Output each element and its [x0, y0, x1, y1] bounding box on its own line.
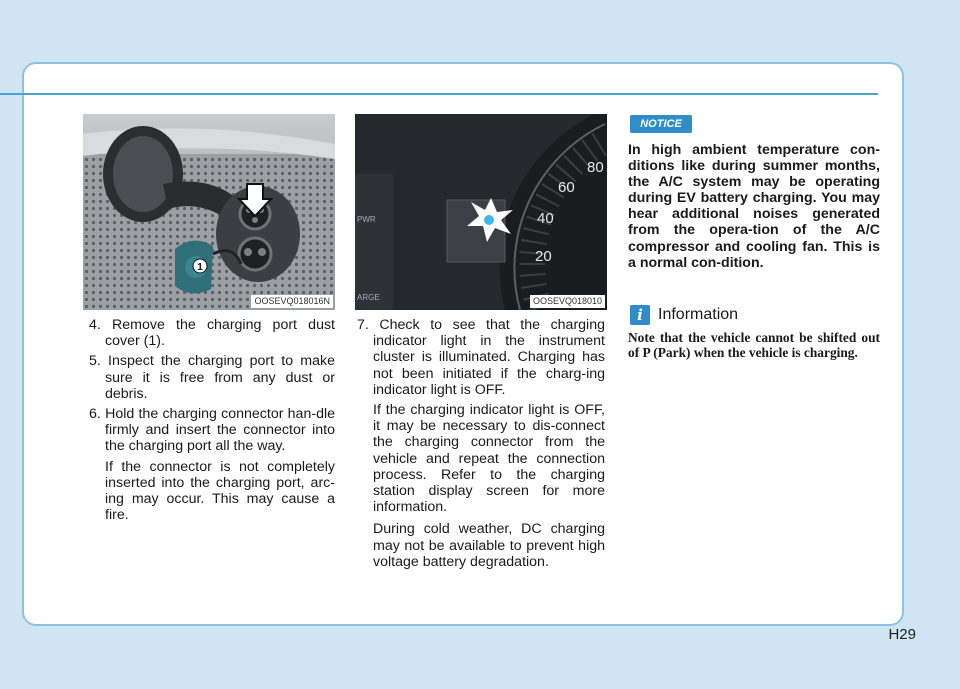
- callout-number-1: 1: [197, 262, 203, 273]
- charging-indicator-light: [484, 215, 494, 225]
- information-title: Information: [658, 306, 739, 323]
- figure-caption: OOSEVQ018016N: [251, 295, 333, 308]
- information-heading: [630, 305, 738, 325]
- info-icon: i: [630, 305, 650, 325]
- instrument-cluster-photo: [355, 114, 607, 310]
- gauge-tick-80: 80: [587, 159, 604, 176]
- gauge-tick-40: 40: [537, 210, 554, 227]
- cold-weather-paragraph: During cold weather, DC charging may not be available to prevent high voltage battery degradation.: [373, 521, 605, 570]
- charging-port-photo: [83, 114, 335, 310]
- instrument-cluster-illustration: [355, 114, 607, 310]
- indicator-off-paragraph: If the charging indicator light is OFF, it may be necessary to dis-connect the charging connector from the vehicle and repeat the connection process. Refer to the charging station display screen for more information.: [373, 402, 605, 516]
- figure-caption: OOSEVQ018010: [530, 295, 605, 308]
- top-rule: [0, 93, 878, 95]
- notice-badge: NOTICE: [630, 115, 692, 133]
- connector-warning-note: If the connector is not completely inserted into the charging port, arc-ing may occur. This may cause a fire.: [105, 458, 335, 524]
- step-5: 5. Inspect the charging port to make sure it is free from any dust or debris.: [89, 353, 335, 402]
- step-4: 4. Remove the charging port dust cover (1).: [89, 317, 335, 350]
- step-7: 7. Check to see that the charging indicator light in the instrument cluster is illuminated. Charging has not been initiated if the charg-ing indicator light is OFF.: [357, 317, 605, 398]
- gauge-tick-60: 60: [558, 179, 575, 196]
- page-number: H29: [888, 626, 916, 643]
- middle-column: [357, 317, 605, 576]
- gauge-label-charge: ARGE: [357, 293, 380, 302]
- information-text: Note that the vehicle cannot be shifted out of P (Park) when the vehicle is charging.: [628, 330, 880, 361]
- left-column: [89, 317, 335, 529]
- notice-text: In high ambient temperature con-ditions like during summer months, the A/C system may be operating during EV battery charging. You may hear additional noises generated from the opera-tion of the A/C compressor and cooling fan. This is a normal con-dition.: [628, 142, 880, 271]
- charging-port-illustration: [83, 114, 335, 310]
- gauge-tick-20: 20: [535, 248, 552, 265]
- step-6: 6. Hold the charging connector han-dle firmly and insert the connector into the charging port all the way.: [89, 406, 335, 455]
- gauge-label-pwr: PWR: [357, 215, 376, 224]
